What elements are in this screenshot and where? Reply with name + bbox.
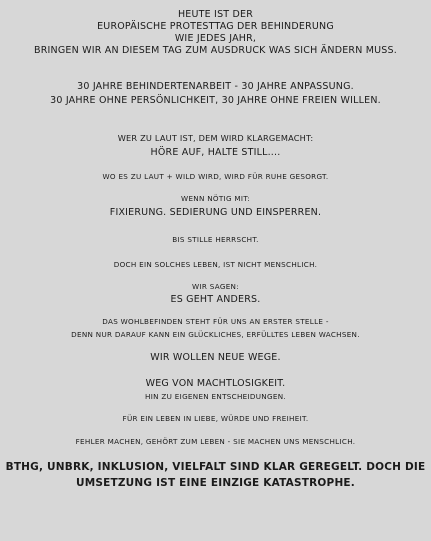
intro-line-1: HEUTE IST DER [177,9,254,20]
closing-line-2: UMSETZUNG IST EINE EINZIGE KATASTROPHE. [76,477,355,489]
years-line-1: 30 JAHRE BEHINDERTENARBEIT - 30 JAHRE ANPASSUNG. [77,81,354,92]
if-needed-line: WENN NÖTIG MIT: [181,194,250,203]
silence-line: BIS STILLE HERRSCHT. [172,235,259,244]
wild-line: WO ES ZU LAUT + WILD WIRD, WIRD FÜR RUHE GESORGT. [102,172,329,181]
loud-line-2: HÖRE AUF, HALTE STILL.... [150,147,281,158]
wellbeing-line-2: DENN NUR DARAUF KANN EIN GLÜCKLICHES, ERFÜLLTES LEBEN WACHSEN. [71,330,360,339]
intro-line-3: WIE JEDES JAHR, [174,33,257,44]
inhuman-line: DOCH EIN SOLCHES LEBEN, IST NICHT MENSCHLICH. [113,260,318,269]
own-decisions-line: HIN ZU EIGENEN ENTSCHEIDUNGEN. [145,392,286,401]
mistakes-line: FEHLER MACHEN, GEHÖRT ZUM LEBEN - SIE MACHEN UNS MENSCHLICH. [75,437,356,446]
fixation-line: FIXIERUNG. SEDIERUNG UND EINSPERREN. [109,207,322,218]
closing-line-1: BTHG, UNBRK, INKLUSION, VIELFALT SIND KLAR GEREGELT. DOCH DIE [5,461,426,473]
intro-line-2: EUROPÄISCHE PROTESTTAG DER BEHINDERUNG [97,21,334,32]
new-ways-line: WIR WOLLEN NEUE WEGE. [150,352,281,363]
we-say-line: WIR SAGEN: [192,282,239,291]
loud-line-1: WER ZU LAUT IST, DEM WIRD KLARGEMACHT: [117,133,314,143]
wellbeing-line-1: DAS WOHLBEFINDEN STEHT FÜR UNS AN ERSTER STELLE - [102,317,329,326]
love-line: FÜR EIN LEBEN IN LIEBE, WÜRDE UND FREIHEIT. [122,414,309,423]
different-line: ES GEHT ANDERS. [170,294,261,305]
years-line-2: 30 JAHRE OHNE PERSÖNLICHKEIT, 30 JAHRE OHNE FREIEN WILLEN. [50,95,381,106]
powerless-line: WEG VON MACHTLOSIGKEIT. [145,378,286,389]
intro-line-4: BRINGEN WIR AN DIESEM TAG ZUM AUSDRUCK WAS SICH ÄNDERN MUSS. [34,45,397,56]
